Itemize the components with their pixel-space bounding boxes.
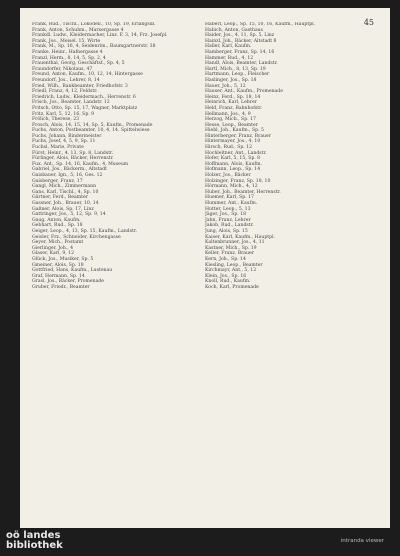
directory-entry: Hirsch, Rud., Sp. 12 [205, 145, 253, 151]
directory-entry: Gans, Karl, Tischl., 4, Sp. 10 [32, 189, 99, 195]
directory-entry: Haberl, Leop., Sp. 15, 10, 16, Kaufm., Hauptpl. [205, 22, 316, 27]
directory-entry: Knoll, Rud., Kaufm. [205, 279, 251, 285]
directory-entry: Hammer, Rud., 4, 12 [205, 55, 254, 61]
directory-entry: Hoffmann, Alois, Kaufm. [205, 161, 262, 167]
directory-entry: Gottfried, Hans, Kaufm., Lustenau [32, 268, 113, 274]
directory-entry: Kiesling, Leop., Beamter [205, 262, 263, 268]
directory-entry: Glaser, Karl, 9, 12 [32, 251, 75, 257]
directory-entry: Klein, Jos., Sp. 16 [205, 273, 247, 279]
directory-entry: Hartmann, Leop., Fleischer [205, 72, 270, 78]
directory-entry: Friedl, Franz, 4, 12, Feldstr. [32, 89, 98, 95]
logo-line-2: bibliothek [6, 540, 63, 551]
directory-entry: Herzog, Mich., Sp. 17 [205, 117, 256, 123]
directory-entry: Franzl, Herm., 8, 14, 5, Sp. 2, 4 [32, 55, 106, 61]
directory-entry: Gaug, Anton, Kaufm. [32, 217, 81, 223]
left-column [32, 22, 197, 522]
directory-entry: Gebhart, Rud., Sp. 18 [32, 223, 83, 229]
directory-entry: Huemer, Karl, Sp. 17 [205, 195, 254, 201]
directory-entry: Frisch, Jos., Beamter, Landstr. 12 [32, 100, 110, 106]
directory-entry: Frank, M., Sp. 16, 4, Seidenrim., Baumgartnerstr. 38 [32, 44, 156, 50]
directory-entry: Gmeiner, Alois, Sp. 18 [32, 262, 84, 268]
directory-entry: Gruber, Friedr., Beamter [32, 284, 90, 290]
directory-entry: Hummer, Ant., Kaufm. [205, 201, 258, 206]
directory-entry: Fritz, Karl, 5, 12, 16, Sp. 9 [32, 111, 95, 117]
directory-entry: Fuchsl, Marie, Private [32, 145, 84, 151]
directory-entry: Fritsch, Otto, Sp. 15, 17, Wagner, Marktplatz [32, 105, 138, 111]
directory-entry: Hellmann, Jos., 4, 9 [205, 111, 251, 117]
directory-entry: Hesse, Leop., Beamter [205, 122, 258, 128]
page-number: 45 [363, 18, 374, 27]
directory-entry: Kirchmayr, Ant., 5, 12 [205, 268, 257, 274]
directory-entry: Fried, Wilh., Bankbeamter, Friedhofstr. 3 [32, 83, 128, 89]
directory-entry: Frankdl. Ludw., Kleidermacher, Linz. F. 3, 14, Frz. Josefpl. [32, 33, 168, 39]
directory-entry: Kaiser, Karl, Kaufm., Hauptpl. [205, 234, 276, 240]
directory-entry: Kastner, Mich., Sp. 19 [205, 245, 257, 251]
directory-entry: Fux, Ant., Sp. 14, 16, Kaufm., 4, Museum [32, 161, 129, 167]
directory-entry: Fuchs, Johann, Bindermeister [32, 133, 102, 139]
directory-entry: Hiebl, Joh., Kaufm., Sp. 5 [205, 128, 264, 134]
directory-entry: Haller, Karl, Kaufm. [205, 44, 252, 50]
directory-entry: Hainzl, Joh., Bäcker, Altstadt 8 [205, 38, 277, 44]
directory-entry: Jäger, Jos., Sp. 18 [205, 212, 247, 218]
directory-entry: Frank, Rud., Tischl., Lokodell., 10, Sp. 19, Erlangsdl. [32, 22, 156, 27]
directory-entry: Haslinger, Jos., Sp. 18 [205, 77, 257, 83]
directory-entry: Handl, Alois, Beamter, Landstr. [205, 61, 278, 67]
directory-entry: Fuchs, Anton, Postbeamter, 10, 4, 14, Spittelwiese [32, 128, 150, 134]
directory-entry: Gassner, Joh., Brauer, 10, 14 [32, 201, 99, 206]
directory-entry: Franke, Heinr., Hafnergasse 4 [32, 49, 103, 55]
directory-entry: Fürst, Heinr., 4, 13, Sp. 8, Landstr. [32, 150, 114, 156]
directory-entry: Fraundorfer, Nikolaus, 47 [32, 66, 93, 72]
directory-entry: Gaisbauer, Ign., 5, 16, Ges. 12 [32, 173, 103, 179]
document-page [20, 8, 390, 528]
directory-entry: Hintermayer, Jos., 4, 10 [205, 139, 261, 145]
directory-entry: Hamberger, Franz, Sp. 14, 16 [205, 49, 275, 55]
directory-entry: Hauer, Joh., 5, 12 [205, 83, 246, 89]
directory-entry: Gabriel, Jos., Bäckerm., Altstadt [32, 167, 107, 173]
directory-entry: Heinrich, Karl, Lehrer [205, 100, 257, 106]
directory-entry: Haider, Jos., 4, 11, Sp. 5, Linz [205, 33, 275, 39]
directory-entry: Held, Franz, Bahnhofstr. [205, 105, 263, 111]
directory-entry: Huber, Joh., Beamter, Herrenstr. [205, 189, 281, 195]
directory-entry: Hinterberger, Franz, Brauer [205, 133, 271, 139]
directory-entry: Frank, Anton, Schuhm., Marxergasse 4 [32, 27, 124, 33]
directory-entry: Holzinger, Franz, Sp. 18, 10 [205, 178, 271, 184]
directory-entry: Heinz, Ferd., Sp. 18, 14 [205, 94, 261, 100]
directory-entry: Freund, Anton, Kaufm., 10, 12, 14, Hintergasse [32, 72, 143, 78]
directory-entry: Hutter, Leop., 5, 13 [205, 206, 251, 212]
directory-entry: Jakob, Rud., Landstr. [205, 223, 254, 229]
library-logo[interactable] [6, 531, 63, 551]
directory-entry: Graf, Hermann, Sp. 14 [32, 273, 85, 279]
directory-entry: Jung, Alois, Sp. 15 [205, 228, 248, 234]
directory-entry: Kaltenbrunner, Jos., 4, 11 [205, 240, 265, 246]
directory-entry: Habich, Anton, Gasthaus [205, 27, 263, 33]
directory-entry: Geiger, Leop., 4, 13, Sp. 15, Kaufm., Landstr. [32, 228, 137, 234]
directory-entry: Gierlinger, Joh., 4 [32, 245, 74, 251]
directory-entry: Gaßner, Alois, Sp. 17, Linz [32, 206, 94, 212]
viewer-label[interactable]: intranda viewer [340, 538, 384, 544]
directory-entry: Jahn, Franz, Lehrer [205, 217, 251, 223]
directory-entry: Frank, Jos., Meisel. 15, Wirte [32, 38, 101, 44]
directory-entry: Hartl, Mich., 8, 13, Sp. 19 [205, 66, 266, 72]
directory-entry: Friedrich, Ludw., Kleidermach., Herrenstr. 6 [32, 94, 136, 100]
directory-entry: Gangl, Mich., Zimmermann [32, 184, 97, 190]
directory-entry: Geisler, Frz., Schneider, Kirchengasse [32, 234, 121, 240]
directory-entry: Fürlinger, Alois, Bäcker, Herrenstr. [32, 156, 114, 162]
directory-entry: Frölich, Therese, 23 [32, 117, 80, 123]
directory-entry: Hofmann, Leop., Sp. 14 [205, 167, 261, 173]
directory-entry: Grasl, Jos., Bäcker, Promenade [32, 279, 104, 285]
directory-entry: Hofer, Karl, 5, 15, Sp. 8 [205, 156, 261, 162]
directory-entry: Hauser, Ant., Kaufm., Promenade [205, 89, 283, 95]
directory-entry: Frosch, Alois, 14, 15, 14, Sp. 5, Kaufm., Promenade [32, 122, 153, 128]
directory-entry: Frauenthal, Georg, Geschäftsf., Sp. 4, 5 [32, 61, 125, 67]
directory-entry: Gattringer, Jos., 5, 12, Sp. 9, 14 [32, 212, 106, 218]
directory-entry: Gärtner, Ferd., Beamter [32, 195, 88, 201]
directory-entry: Holzer, Jos., Bäcker [205, 173, 251, 179]
directory-entry: Fuchs, Josef, 4, 5, 9, Sp. 11 [32, 139, 96, 145]
directory-entry: Keller, Franz, Brauer [205, 251, 254, 257]
right-column [205, 22, 370, 522]
directory-entry: Hörmann, Mich., 4, 12 [205, 184, 258, 190]
logo-line-1: oö landes [6, 530, 61, 541]
directory-entry: Kern, Joh., Sp. 14 [205, 256, 246, 262]
directory-entry: Geyer, Mich., Postamt [32, 240, 84, 246]
viewer-footer [0, 528, 400, 556]
directory-entry: Glück, Jos., Musiker, Sp. 5 [32, 256, 94, 262]
directory-entry: Gaisberger, Franz, 17 [32, 178, 83, 184]
directory-entry: Freundorf, Jos., Lehrer, 8, 14 [32, 77, 100, 83]
directory-entry: Hochleitner, Ant., Landstr. [205, 150, 267, 156]
directory-entry: Koch, Karl, Promenade [205, 284, 259, 290]
